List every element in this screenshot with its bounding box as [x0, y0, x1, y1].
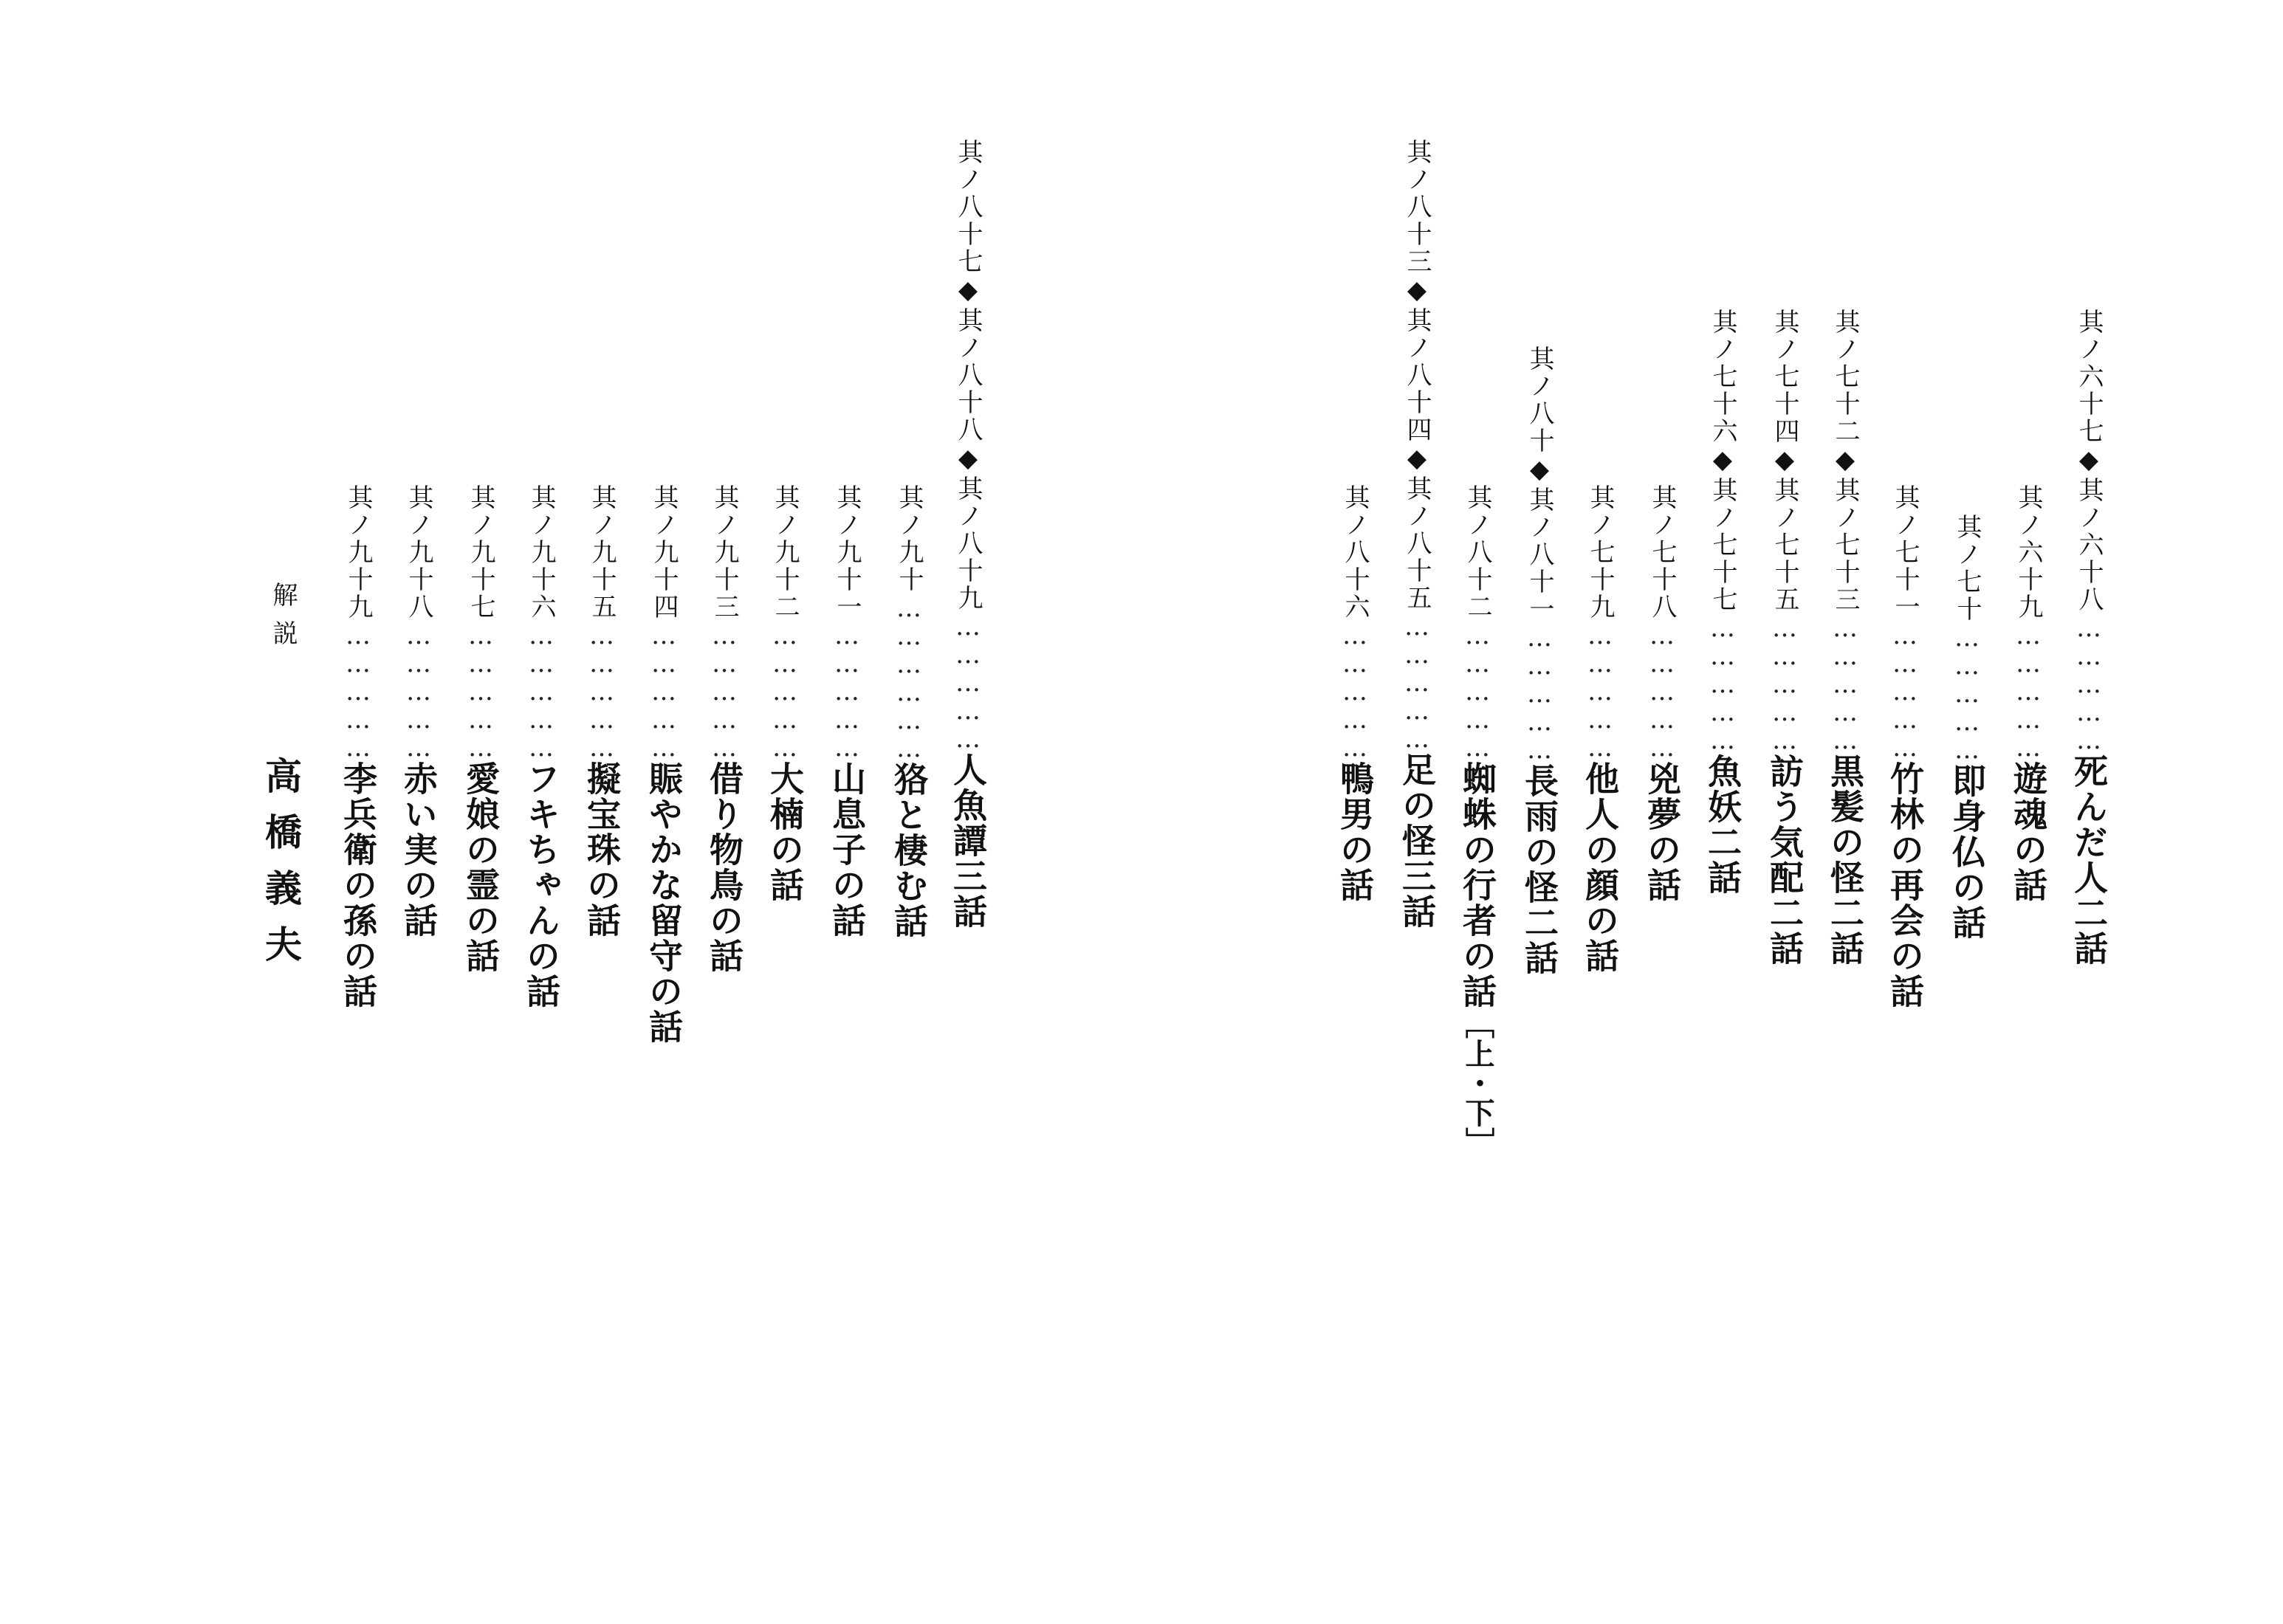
toc-entry-title: フキちゃんの話	[521, 761, 561, 1009]
toc-entry-title: 足の怪三話	[1397, 752, 1437, 929]
toc-leader-dots: ……………	[1708, 613, 1737, 754]
toc-entry-number: 其ノ七十八	[1647, 484, 1677, 621]
toc-entry-title: 人魚譚三話	[948, 752, 988, 929]
toc-leader-dots: ……………	[587, 621, 617, 761]
toc-entry-note: ［上・下］	[1460, 1009, 1495, 1157]
toc-entry	[1335, 484, 1375, 903]
toc-leader-dots: ……………	[1890, 621, 1920, 761]
toc-entry-title: 蜘蛛の行者の話	[1458, 761, 1497, 1009]
toc-entry-number: 其ノ九十	[894, 484, 924, 593]
toc-entry-title: 愛娘の霊の話	[461, 761, 501, 974]
toc-entry	[1703, 309, 1743, 895]
toc-entry-title: 借り物鳥の話	[704, 761, 744, 974]
toc-leader-dots: ……………	[404, 621, 433, 761]
toc-entry-title: 長雨の怪二話	[1520, 763, 1559, 976]
toc-entry-number: 其ノ七十二◆其ノ七十三	[1830, 309, 1860, 613]
toc-entry	[1947, 514, 1987, 940]
toc-entry-number: 其ノ七十一	[1890, 484, 1920, 621]
toc-entry	[2069, 309, 2109, 966]
toc-entry-number: 其ノ九十九	[343, 484, 373, 621]
toc-leader-dots: ………………	[894, 593, 924, 762]
toc-entry-number: 其ノ九十三	[710, 484, 739, 621]
toc-leader-dots: ……………	[1770, 613, 1799, 754]
toc-leader-dots: ……………	[2013, 621, 2043, 761]
toc-entry-title: 擬宝珠の話	[582, 761, 622, 938]
toc-leader-dots: ……………	[1830, 613, 1860, 754]
toc-entry-number: 其ノ九十七	[466, 484, 495, 621]
toc-entry-number: 其ノ八十三◆其ノ八十四◆其ノ八十五	[1402, 139, 1432, 612]
toc-entry	[948, 139, 988, 929]
toc-entry-number: 其ノ九十八	[404, 484, 433, 621]
toc-entry	[1458, 484, 1497, 1157]
toc-entry	[399, 484, 439, 938]
toc-entry-number: 其ノ六十九	[2013, 484, 2043, 621]
toc-entry-title: 鴨男の話	[1335, 761, 1375, 903]
toc-entry-number: 其ノ九十六	[526, 484, 556, 621]
toc-entry-number: 其ノ九十二	[770, 484, 800, 621]
toc-entry-number: 其ノ九十一	[832, 484, 862, 621]
toc-entry-number: 其ノ七十六◆其ノ七十七	[1708, 309, 1737, 613]
toc-entry-title: 遊魂の話	[2008, 761, 2048, 903]
toc-entry-number: 其ノ八十◆其ノ八十一	[1525, 345, 1554, 623]
toc-leader-dots: ……………	[953, 612, 983, 752]
toc-leader-dots: ……………	[1340, 621, 1370, 761]
toc-entry-title: 竹林の再会の話	[1885, 761, 1925, 1009]
toc-entry	[1397, 139, 1437, 929]
toc-entry-title: 赤い実の話	[399, 761, 439, 938]
kaisetsu-author: 高橋義夫	[259, 757, 303, 981]
toc-leader-dots: ……………	[526, 621, 556, 761]
toc-entry	[461, 484, 501, 974]
toc-entry-title: 李兵衛の孫の話	[338, 761, 378, 1009]
toc-entry-number: 其ノ八十六	[1340, 484, 1370, 621]
toc-entry-title: 狢と棲む話	[889, 762, 929, 939]
toc-leader-dots: ……………	[1402, 612, 1432, 752]
toc-entry	[889, 484, 929, 939]
kaisetsu-label: 解説	[268, 582, 298, 658]
toc-entry	[521, 484, 561, 1009]
toc-leader-dots: ……………	[1647, 621, 1677, 761]
toc-leader-dots: ……………	[1952, 623, 1982, 763]
toc-leader-dots: ……………	[1463, 621, 1492, 761]
toc-leader-dots: ……………	[710, 621, 739, 761]
toc-entry-number: 其ノ八十七◆其ノ八十八◆其ノ八十九	[953, 139, 983, 612]
toc-entry-number: 其ノ九十四	[649, 484, 679, 621]
toc-entry	[338, 484, 378, 1009]
toc-entry-number: 其ノ七十九	[1585, 484, 1615, 621]
toc-leader-dots: ……………	[1525, 623, 1554, 763]
toc-entry-number: 其ノ九十五	[587, 484, 617, 621]
toc-entry-title: 黒髪の怪二話	[1825, 754, 1865, 966]
toc-entry	[2008, 484, 2048, 903]
toc-entry	[827, 484, 867, 938]
toc-entry	[1885, 484, 1925, 1009]
toc-leader-dots: ……………	[466, 621, 495, 761]
toc-entry-number: 其ノ八十二	[1463, 484, 1492, 621]
toc-leader-dots: ……………	[770, 621, 800, 761]
toc-leader-dots: ……………	[1585, 621, 1615, 761]
toc-entry	[1765, 309, 1805, 966]
toc-entry-title: 兇夢の話	[1642, 761, 1682, 903]
toc-entry-title: 死んだ人二話	[2069, 754, 2109, 966]
toc-entry	[1825, 309, 1865, 966]
toc-leader-dots: ……………	[649, 621, 679, 761]
toc-entry-title: 他人の顔の話	[1580, 761, 1620, 974]
toc-entry	[644, 484, 684, 1045]
toc-entry-title: 大楠の話	[765, 761, 805, 903]
toc-entry	[582, 484, 622, 938]
toc-entry-title: 訪う気配二話	[1765, 754, 1805, 966]
toc-entry-number: 其ノ七十四◆其ノ七十五	[1770, 309, 1799, 613]
toc-entry	[704, 484, 744, 974]
toc-entry	[765, 484, 805, 903]
toc-entry-number: 其ノ六十七◆其ノ六十八	[2074, 309, 2104, 613]
toc-entry	[1520, 345, 1559, 976]
toc-entry-title: 賑やかな留守の話	[644, 761, 684, 1045]
toc-entry-title: 山息子の話	[827, 761, 867, 938]
toc-entry	[1642, 484, 1682, 903]
toc-leader-dots: ……………	[2074, 613, 2104, 754]
toc-leader-dots: ……………	[832, 621, 862, 761]
toc-entry-title: 魚妖二話	[1703, 754, 1743, 895]
toc-entry-title: 即身仏の話	[1947, 763, 1987, 940]
toc-entry-number: 其ノ七十	[1952, 514, 1982, 623]
toc-page-right	[1142, 0, 2283, 1624]
toc-entry	[1580, 484, 1620, 974]
toc-leader-dots: ……………	[343, 621, 373, 761]
